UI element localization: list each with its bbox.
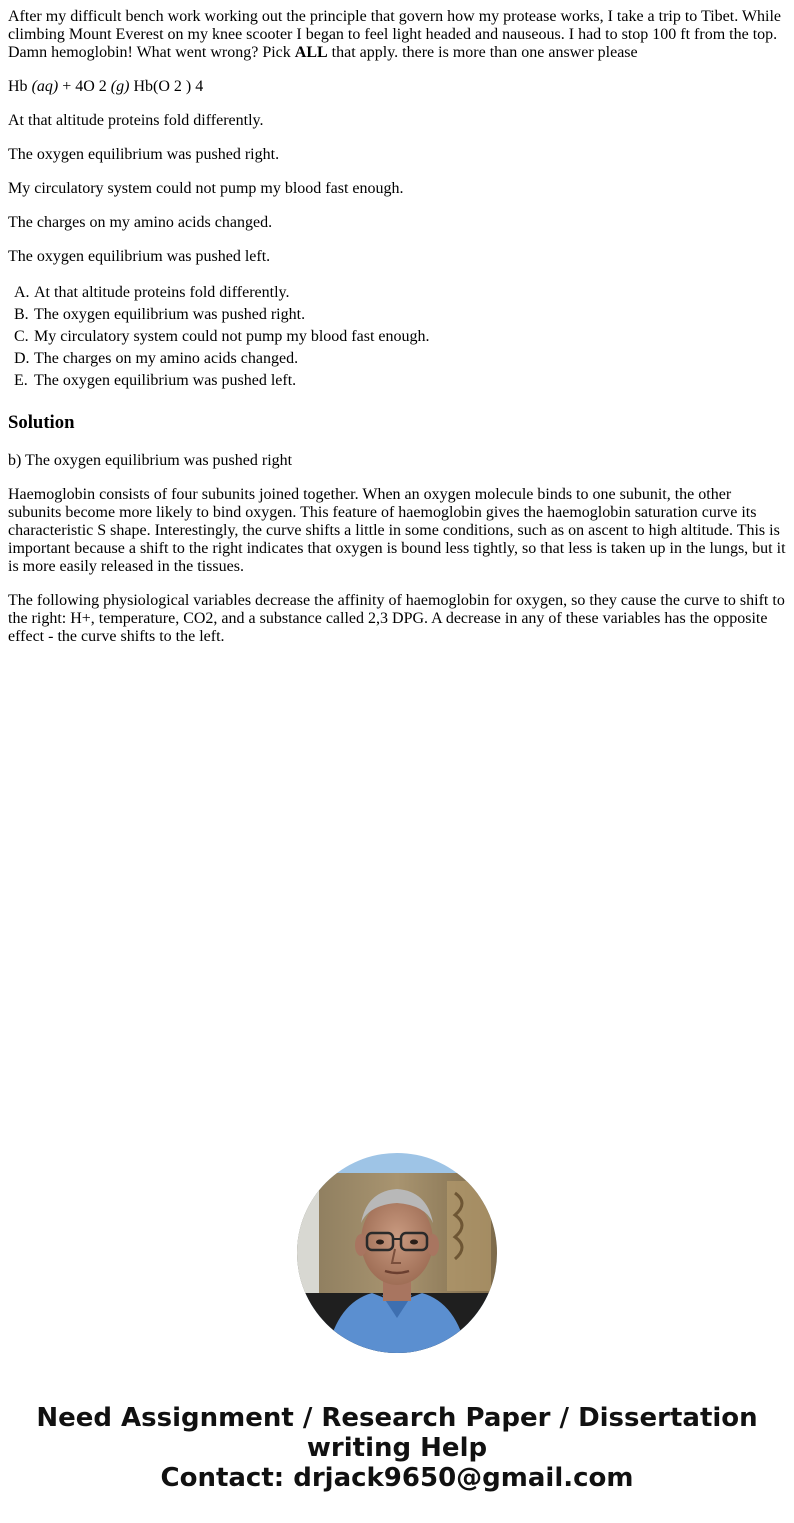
author-portrait-image (297, 1153, 497, 1353)
solution-paragraph-2: The following physiological variables decrease the affinity of haemoglobin for oxygen, so they cause the curve to shift to the right: H+, temperature, CO2, and a substance called 2,3 DPG. A decrease in any of these variables has the opposite effect - the curve shifts to the left. (8, 592, 785, 645)
eq-hb: Hb (8, 78, 32, 95)
solution-paragraph-1: Haemoglobin consists of four subunits joined together. When an oxygen molecule binds to one subunit, the other subunits become more likely to bind oxygen. This feature of haemoglobin gives the haemoglobin saturation curve its characteristic S shape. Interestingly, the curve shifts a little in some conditions, such as on ascent to high altitude. This is important because a shift to the right indicates that oxygen is bound less tightly, so that less is taken up in the lungs, but it is more easily released in the tissues. (8, 486, 786, 575)
option-line-5: The oxygen equilibrium was pushed left. (8, 248, 271, 265)
choice-letter: D. (14, 350, 30, 367)
question-text (8, 8, 786, 62)
choice-c[interactable] (14, 326, 786, 348)
choice-text: At that altitude proteins fold differently. (34, 284, 290, 301)
choice-letter: C. (14, 328, 29, 345)
document-body (8, 8, 786, 662)
option-line-3: My circulatory system could not pump my blood fast enough. (8, 180, 404, 197)
question-emphasis: ALL (294, 44, 328, 61)
eq-gas: (g) (110, 78, 130, 95)
footer-contact-email[interactable]: Contact: drjack9650@gmail.com (160, 1463, 634, 1493)
question-intro: After my difficult bench work working out the principle that govern how my protease works, I take a trip to Tibet. While climbing Mount Everest on my knee scooter I began to feel light headed and nauseous. I had to stop 100 ft from the top. Damn hemoglobin! What went wrong? Pick (8, 8, 782, 61)
option-line-2: The oxygen equilibrium was pushed right. (8, 146, 280, 163)
choice-b[interactable] (14, 304, 786, 326)
author-avatar (297, 1153, 497, 1353)
choice-d[interactable] (14, 348, 786, 370)
choice-e[interactable] (14, 370, 786, 392)
choice-a[interactable] (14, 282, 786, 304)
choice-letter: E. (14, 372, 28, 389)
eq-product: Hb(O 2 ) 4 (129, 78, 204, 95)
eq-oxygen: + 4O 2 (58, 78, 111, 95)
footer-line-2: writing Help (306, 1433, 488, 1463)
chemical-equation (8, 78, 786, 96)
solution-heading: Solution (8, 412, 75, 433)
choice-text: My circulatory system could not pump my blood fast enough. (34, 328, 430, 345)
option-line-4: The charges on my amino acids changed. (8, 214, 273, 231)
option-line-1: At that altitude proteins fold differently. (8, 112, 264, 129)
choice-text: The oxygen equilibrium was pushed left. (34, 372, 297, 389)
solution-answer: b) The oxygen equilibrium was pushed right (8, 452, 293, 469)
question-instruction: that apply. there is more than one answer please (327, 44, 638, 61)
eq-aq: (aq) (31, 78, 59, 95)
choice-letter: A. (14, 284, 30, 301)
choice-text: The charges on my amino acids changed. (34, 350, 299, 367)
choice-text: The oxygen equilibrium was pushed right. (34, 306, 306, 323)
answer-choices (8, 282, 786, 392)
contact-footer (0, 1403, 794, 1493)
choice-letter: B. (14, 306, 29, 323)
footer-line-1: Need Assignment / Research Paper / Dissertation (36, 1403, 758, 1433)
